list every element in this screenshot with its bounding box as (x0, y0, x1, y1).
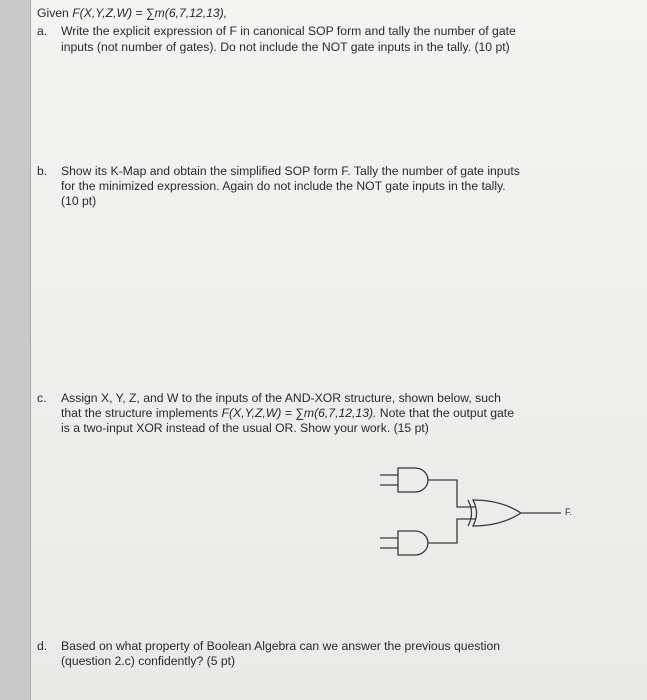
given-expression: F(X,Y,Z,W) = ∑m(6,7,12,13), (72, 6, 228, 20)
part-b-line-3: (10 pt) (61, 194, 97, 208)
wire-bottom-to-xor (428, 519, 475, 543)
part-c-line-1: Assign X, Y, Z, and W to the inputs of the AND-XOR structure, shown below, such (61, 391, 501, 405)
part-d-marker: d. (37, 639, 48, 653)
part-c-marker: c. (37, 391, 47, 405)
part-c-expression: F(X,Y,Z,W) = ∑m(6,7,12,13). (221, 406, 377, 420)
part-b-line-2: for the minimized expression. Again do not include the NOT gate inputs in the tally. (61, 179, 506, 193)
wire-top-to-xor (428, 480, 475, 507)
and-xor-circuit (31, 0, 647, 700)
given-prefix: Given (37, 6, 73, 20)
and-gate-top (380, 468, 428, 492)
part-d-line-1: Based on what property of Boolean Algebra can we answer the previous question (61, 639, 501, 653)
output-label: F. (565, 507, 573, 517)
part-c-line-3: is a two-input XOR instead of the usual OR. Show your work. (15 pt) (61, 421, 429, 435)
part-a-marker: a. (37, 24, 48, 38)
part-c-line-2-pre: that the structure implements (61, 406, 222, 420)
question-sheet (30, 0, 647, 700)
xor-gate (468, 500, 521, 526)
part-d-line-2: (question 2.c) confidently? (5 pt) (61, 654, 236, 668)
part-a-line-2: inputs (not number of gates). Do not include the NOT gate inputs in the tally. (10 pt) (61, 40, 510, 54)
and-gate-bottom (380, 531, 428, 555)
part-c-line-2-post: Note that the output gate (376, 406, 514, 420)
part-a-line-1: Write the explicit expression of F in canonical SOP form and tally the number of gate (61, 24, 516, 38)
part-b-line-1: Show its K-Map and obtain the simplified SOP form F. Tally the number of gate inputs (61, 164, 520, 178)
part-b-marker: b. (37, 164, 48, 178)
